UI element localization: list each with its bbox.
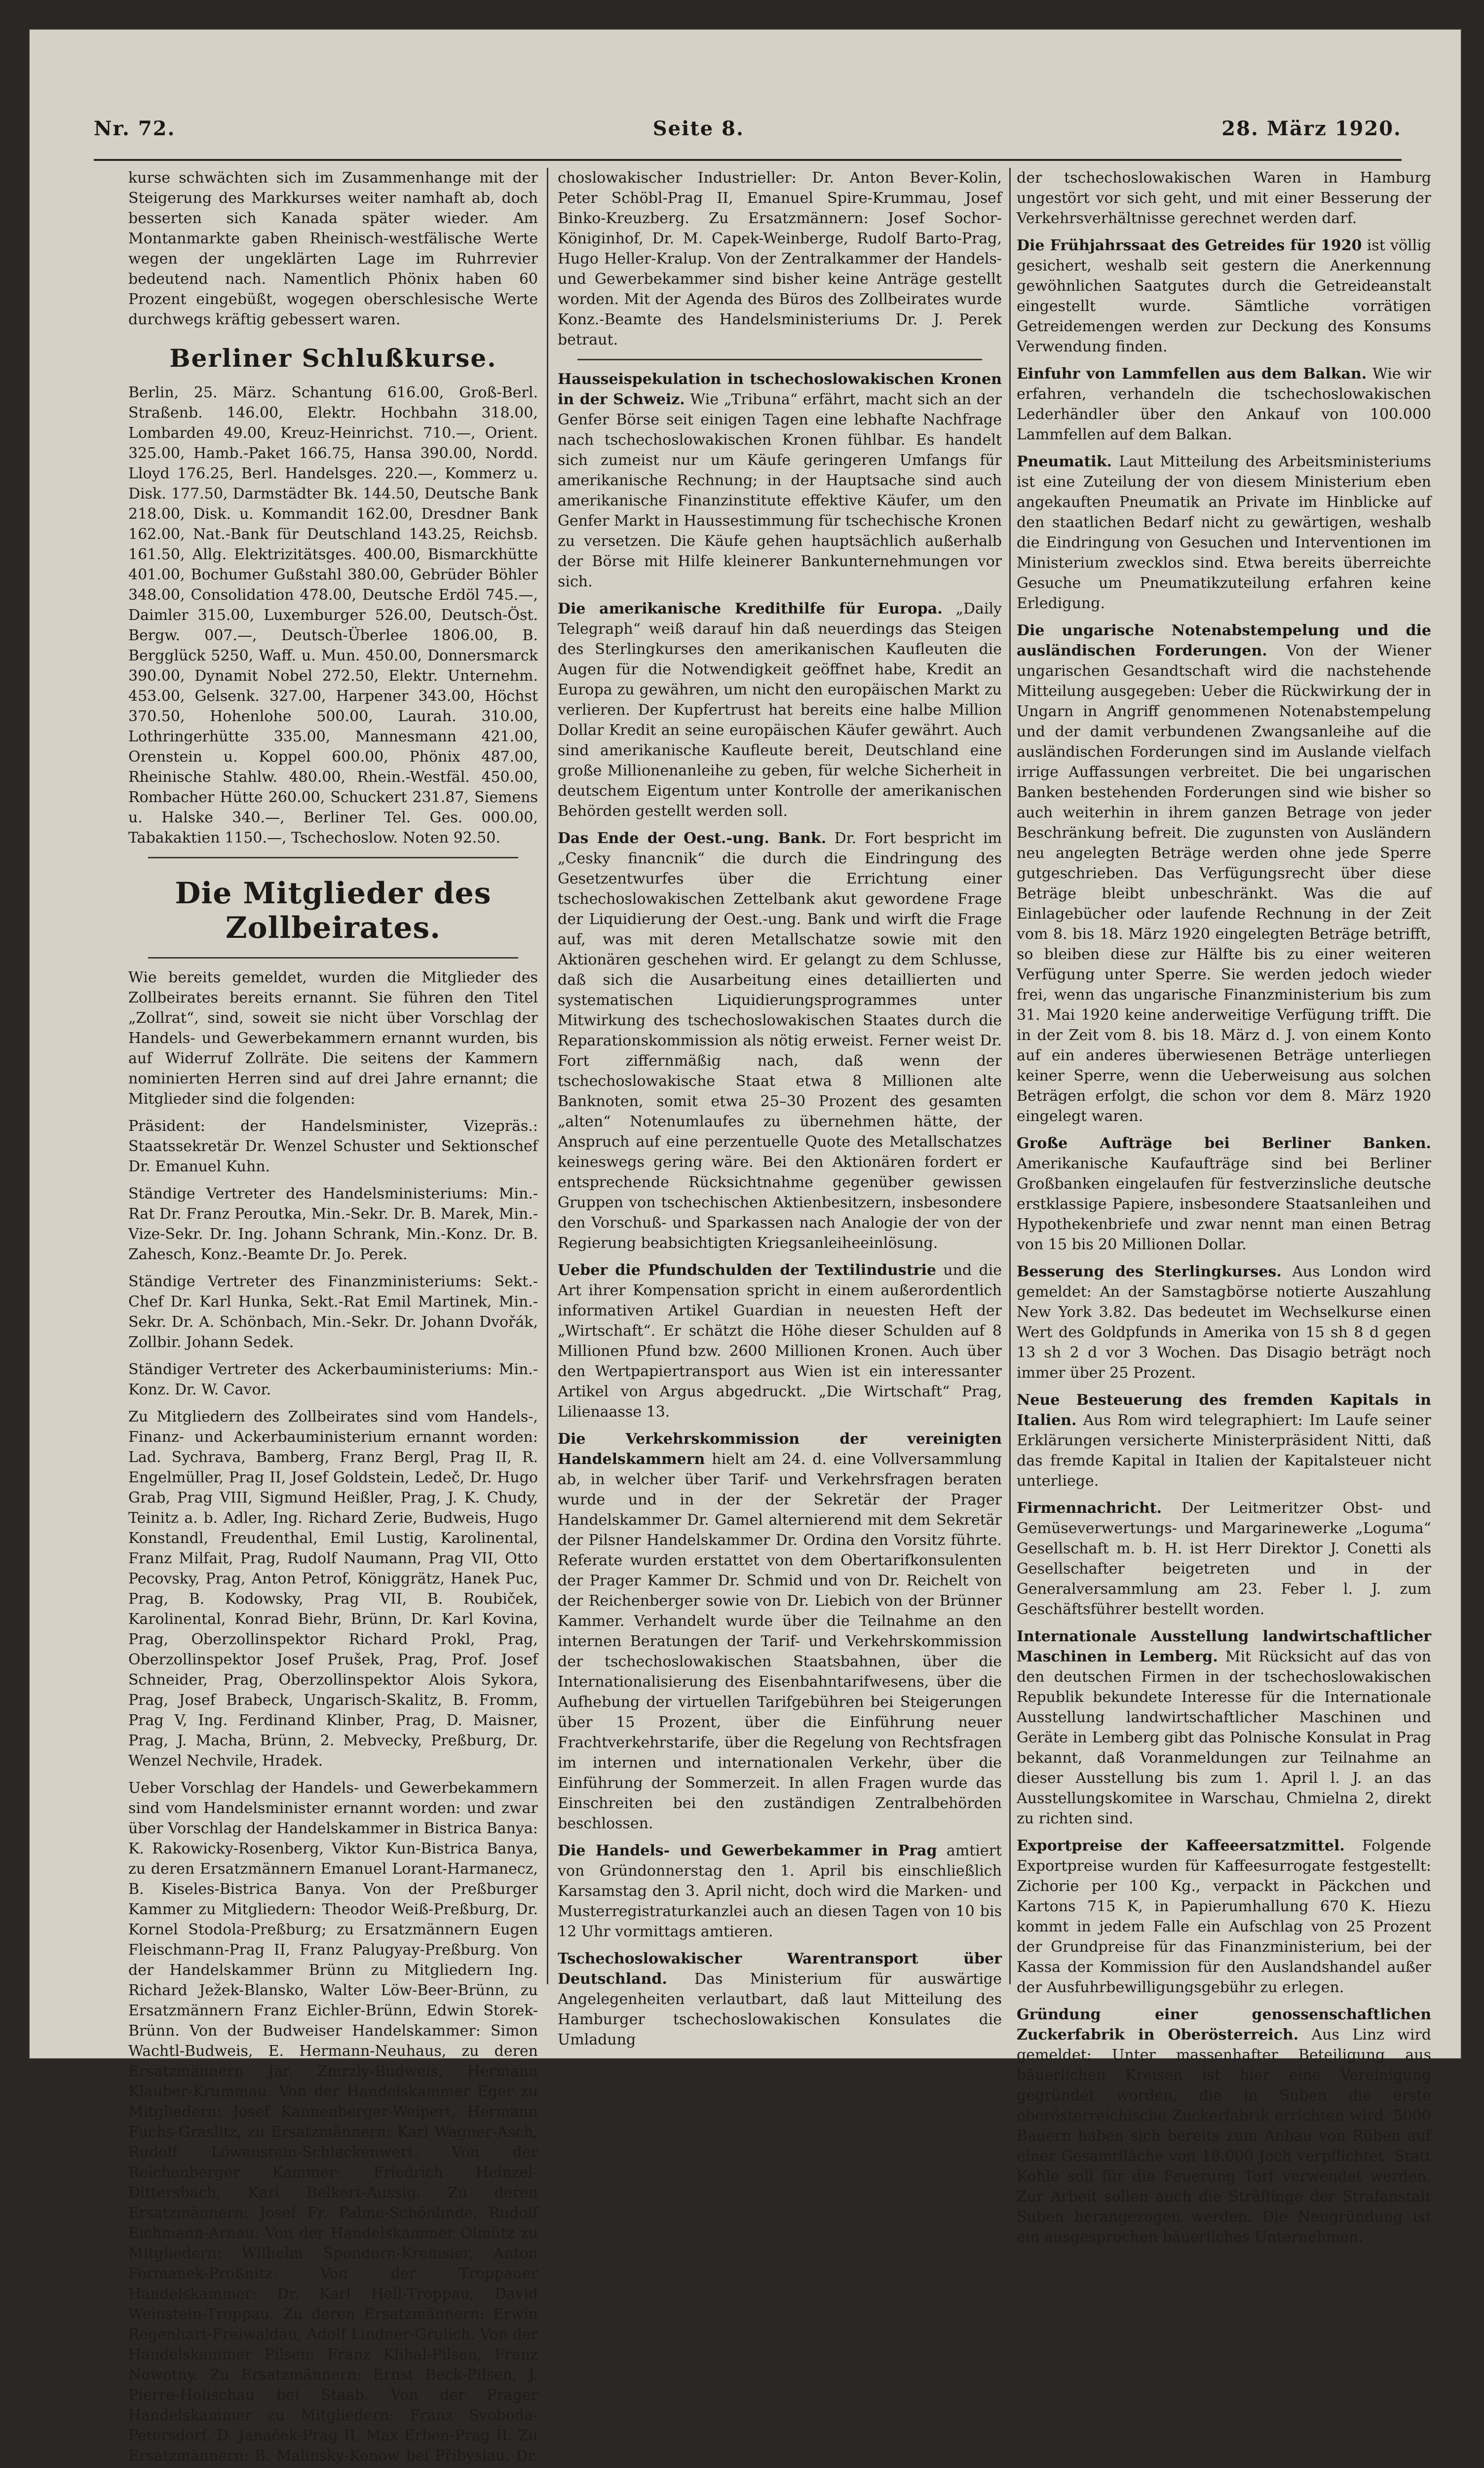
news-item: [1017, 235, 1431, 357]
news-item: [558, 1949, 1002, 2050]
news-item: [1017, 452, 1431, 614]
news-headline: Exportpreise der Kaffeeersatzmittel.: [1017, 1837, 1345, 1854]
news-text: Von der Wiener ungarischen Gesandtschaft wird die nachstehende Mitteilung ausgegeben: Ueber die Rückwirkung der in Ungarn in Angriff genommenen Notenabstempelung und der damit verbundenen Zwangsanleihe auf die ausländischen Forderungen sind im Auslande vielfach irrige Auffassungen verbreitet. Die bei ungarischen Banken bestehenden Forderungen sind wie bisher so auch weiterhin in ihrem ganzen Betrage von jeder Beschränkung befreit. Die zugunsten von Ausländern neu angelegten Beträge werden ohne jede Sperre gutgeschrieben. Das Verfügungsrecht über diese Beträge bleibt unbeschränkt. Was die auf Einlagebücher oder laufende Rechnung in der Zeit vom 8. bis 18. März 1920 eingelegten Beträge betrifft, so bleiben diese zur Hälfte bis zu einer weiteren Verfügung unter Sperre. Sie werden jedoch wieder frei, wenn das ungarische Finanzministerium bis zum 31. Mai 1920 keine anderweitige Verfügung trifft. Die in der Zeit vom 8. bis 18. März d. J. von einem Konto auf ein anderes überwiesenen Beträge unterliegen keiner Sperre, wenn die Ueberweisung aus solchen Beträgen erfolgt, die schon vor dem 8. März 1920 eingelegt waren.: [1017, 642, 1431, 1125]
news-item: [558, 1841, 1002, 1942]
news-headline: Gründung einer genossenschaftlichen Zuckerfabrik in Oberösterreich.: [1017, 2006, 1431, 2044]
article-paragraph: Ständiger Vertreter des Ackerbauministeriums: Min.-Konz. Dr. W. Cavor.: [128, 1361, 538, 1398]
article-paragraph: Ueber Vorschlag der Handels- und Gewerbekammern sind vom Handelsminister ernannt worden: und zwar über Vorschlag der Handelskammer in Bistrica Banya: K. Rakowicky-Rosenberg, Viktor Kun-Bistrica Banya, zu deren Ersatzmännern Emanuel Lorant-Harmanecz, B. Kiseles-Bistrica Banya. Von der Preßburger Kammer zu Mitgliedern: Theodor Weiß-Preßburg, Dr. Kornel Stodola-Preßburg; zu Ersatzmännern Eugen Fleischmann-Prag II, Franz Palugyay-Preßburg. Von der Handelskammer Brünn zu Mitgliedern Ing. Richard Ježek-Blansko, Walter Löw-Beer-Brünn, zu Ersatzmännern Franz Eichler-Brünn, Edwin Storek-Brünn. Von der Budweiser Handelskammer: Simon Wachtl-Budweis, E. Hermann-Neuhaus, zu deren Ersatzmännern Jar. Zmrzly-Budweis, Hermann Klauber-Krummau. Von der Handelskammer Eger zu Mitgliedern: Josef Kannenberger-Weipert, Hermann Fuchs-Graslitz, zu Ersatzmännern: Karl Wagner-Asch, Rudolf Löwenstein-Schlackenwert. Von der Reichenberger Kammer: Friedrich Heinzel-Dittersbach, Karl Belkert-Aussig. Zu deren Ersatzmännern: Josef Fr. Palme-Schönlinde, Rudolf Eichmann-Arnau. Von der Handelskammer Olmütz zu Mitgliedern: Wilhelm Spondorn-Kremsier, Anton Formanek-Proßnitz. Von der Troppauer Handelskammer: Dr. Karl Hell-Troppau, David Weinstein-Troppau. Zu deren Ersatzmännern: Erwin Regenhart-Freiwaldau, Adolf Lindner-Grulich. Von der Handelskammer Pilsen: Franz Klihal-Pilsen, Franz Nowotny. Zu Ersatzmännern: Ernst Beck-Pilsen, J. Pierre-Holischau bei Staab. Von der Prager Handelskammer zu Mitgliedern: Franz Svoboda-Petersdorf, D. Janaček-Prag II, Max Erben-Prag II. Zu Ersatzmännern: B. Malinsky-Konow bei Přibyslau, Dr.: [128, 1779, 538, 2465]
news-item: [1017, 1390, 1431, 1491]
news-item: [558, 369, 1002, 592]
news-text: amtiert von Gründonnerstag den 1. April bis einschließlich Karsamstag den 3. April nicht, doch wird die Marken- und Musterregistraturkanzlei auch an diesen Tagen von 10 bis 12 Uhr vormittags amtieren.: [558, 1842, 1002, 1940]
news-item: [1017, 1133, 1431, 1255]
news-text: hielt am 24. d. eine Vollversammlung ab, in welcher über Tarif- und Verkehrsfragen beraten wurde und in der der Sekretär der Prager Handelskammer Dr. Gamel alternierend mit dem Sekretär der Pilsner Handelskammer Dr. Ordina den Vorsitz führte. Referate wurden erstattet von dem Obertarifkonsulenten der Prager Kammer Dr. Schmid und von Dr. Reichelt von der Reichenberger sowie von Dr. Liebich von der Brünner Kammer. Verhandelt wurde über die Teilnahme an den internen Beratungen der Tarif- und Verkehrskommission der tschechoslowakischen Staatsbahnen, über die Internationalisierung des Eisenbahntarifwesens, über die Aufhebung der virtuellen Tarifgebühren bei Steigerungen über 15 Prozent, über die Einführung neuer Frachtverkehrstarife, über die Regelung von Rechtsfragen im internen und internationalen Verkehr, über die Einführung der Sommerzeit. In allen Fragen wurde das Einschreiten bei den zuständigen Zentralbehörden beschlossen.: [558, 1451, 1002, 1832]
article-paragraph: Wie bereits gemeldet, wurden die Mitglieder des Zollbeirates bereits ernannt. Sie führen den Titel „Zollrat“, sind, soweit sie nicht über Vorschlag der Handels- und Gewerbekammern ernannt wurden, bis auf Widerruf Zollräte. Die seitens der Kammern nominierten Herren sind auf drei Jahre ernannt; die Mitglieder sind die folgenden:: [128, 969, 538, 1108]
news-headline: Die Frühjahrssaat des Getreides für 1920: [1017, 237, 1362, 254]
section-rule: [148, 957, 518, 959]
news-headline: Die amerikanische Kredithilfe für Europa.: [558, 600, 943, 617]
news-item: [1017, 2005, 1431, 2247]
issue-date: 28. März 1920.: [1221, 116, 1402, 140]
news-headline: Neue Besteuerung des fremden Kapitals in Italien.: [1017, 1391, 1431, 1429]
news-headline: Das Ende der Oest.-ung. Bank.: [558, 830, 827, 847]
news-item: [1017, 620, 1431, 1126]
newspaper-page: [30, 30, 1461, 2465]
news-text: Wie wir erfahren, verhandeln die tschechoslowakischen Lederhändler über den Ankauf von 100.000 Lammfellen auf dem Balkan.: [1017, 365, 1431, 443]
news-item: [558, 599, 1002, 821]
news-headline: Die ungarische Notenabstempelung und die ausländischen Forderungen.: [1017, 622, 1431, 659]
news-item: [1017, 364, 1431, 445]
news-headline: Pneumatik.: [1017, 453, 1112, 470]
header-rule: [94, 159, 1402, 161]
news-headline: Einfuhr von Lammfellen aus dem Balkan.: [1017, 365, 1367, 383]
article-paragraph: Ständige Vertreter des Handelsministeriums: Min.-Rat Dr. Franz Peroutka, Min.-Sekr. Dr. B. Marek, Min.-Vize-Sekr. Dr. Ing. Johann Schrank, Min.-Konz. Dr. B. Zahesch, Konz.-Beamte Dr. Jo. Perek.: [128, 1185, 538, 1263]
news-text: Der Leitmeritzer Obst- und Gemüseverwertungs- und Margarinewerke „Loguma“ Gesellschaft m. b. H. ist Herr Direktor J. Conetti als Gesellschafter beigetreten und in der Generalversammlung am 23. Feber l. J. zum Geschäftsführer bestellt worden.: [1017, 1500, 1431, 1618]
news-text: Das Ministerium für auswärtige Angelegenheiten verlautbart, daß laut Mitteilung des Hamburger tschechoslowakischen Konsulates die Umladung: [558, 1970, 1002, 2048]
column-divider: [1009, 168, 1011, 1984]
news-text: Mit Rücksicht auf das von den deutschen Firmen in der tschechoslowakischen Republik bekundete Interesse für die Internationale Ausstellung landwirtschaftlicher Maschinen und Geräte in Lemberg gibt das Polnische Konsulat in Prag bekannt, daß Voranmeldungen zur Teilnahme an dieser Ausstellung bis zum 1. April l. J. an das Ausstellungskomitee in Warschau, Chmielna 2, direkt zu richten sind.: [1017, 1648, 1432, 1827]
news-headline: Die Verkehrskommission der vereinigten Handelskammern: [558, 1430, 1002, 1468]
stock-quotes: Berlin, 25. März. Schantung 616.00, Groß-Berl. Straßenb. 146.00, Elektr. Hochbahn 318.00, Lombarden 49.00, Kreuz-Heinrichst. 710.—, Orient. 325.00, Hamb.-Paket 166.75, Hansa 390.00, Nordd. Lloyd 176.25, Berl. Handelsges. 220.—, Kommerz u. Disk. 177.50, Darmstädter Bk. 144.50, Deutsche Bank 218.00, Disk. u. Kommandit 162.00, Dresdner Bank 162.00, Nat.-Bank für Deutschland 143.25, Reichsb. 161.50, Allg. Elektrizitätsges. 400.00, Bismarckhütte 401.00, Bochumer Gußstahl 380.00, Gebrüder Böhler 348.00, Consolidation 478.00, Deutsche Erdöl 745.—, Daimler 315.00, Luxemburger 526.00, Deutsch-Öst. Bergw. 007.—, Deutsch-Überlee 1806.00, B. Bergglück 5250, Waff. u. Mun. 450.00, Donnersmarck 390.00, Dynamit Nobel 272.50, Elektr. Unternehm. 453.00, Gelsenk. 327.00, Harpener 343.00, Höchst 370.50, Hohenlohe 500.00, Laurah. 310.00, Lothringerhütte 335.00, Mannesmann 421.00, Orenstein u. Koppel 600.00, Phönix 487.00, Rheinische Stahlw. 480.00, Rhein.-Westfäl. 450.00, Rombacher Hütte 260.00, Schuckert 231.87, Siemens u. Halske 340.—, Berliner Tel. Ges. 000.00, Tabakaktien 1150.—, Tschechoslow. Noten 92.50.: [128, 384, 538, 847]
page-header: [94, 109, 1402, 148]
article-paragraph: Präsident: der Handelsminister, Vizepräs.: Staatssekretär Dr. Wenzel Schuster und Sektionschef Dr. Emanuel Kuhn.: [128, 1118, 538, 1175]
news-text: Amerikanische Kaufaufträge sind bei Berliner Großbanken eingelaufen für festverzinsliche deutsche erstklassige Papiere, insbesondere Staatsanleihen und Hypothekenbriefe und zwar nennt man einen Betrag von 15 bis 20 Millionen Dollar.: [1017, 1155, 1431, 1253]
market-report-end: kurse schwächten sich im Zusammenhange mit der Steigerung des Markkurses weiter namhaft ab, doch besserten sich Kanada später wieder. Am Montanmarkte gaben Rheinisch-westfälische Werte wegen der ungeklärten Lage im Ruhrrevier bedeutend nach. Namentlich Phönix haben 60 Prozent eingebüßt, wogegen oberschlesische Werte durchwegs kräftig gebessert waren.: [128, 169, 538, 328]
news-text: und die Art ihrer Kompensation spricht in einem außerordentlich informativen Artikel Guardian in neuesten Heft der „Wirtschaft“. Er schätzt die Höhe dieser Schulden auf 8 Millionen Pfund bzw. 2600 Millionen Kronen. Auch über den Wertpapiertransport aus Wien ist ein interessanter Artikel von Argus abgedruckt. „Die Wirtschaft“ Prag, Lilienaasse 13.: [558, 1262, 1002, 1421]
section-rule: [577, 359, 982, 360]
news-text: „Daily Telegraph“ weiß darauf hin daß neuerdings das Steigen des Sterlingkurses den amerikanischen Kaufleuten die Augen für die Notwendigkeit geöffnet habe, Kredit an Europa zu gewähren, um nicht den europäischen Markt zu verlieren. Der Kupfertrust hat bereits eine halbe Million Dollar Kredit an seine europäischen Käufer gewährt. Auch sind amerikanische Kaufleute bereit, Deutschland eine große Millionenanleihe zu geben, für welche Sicherheit in deutschem Eigentum unter Kontrolle der amerikanischen Behörden gestellt werden soll.: [558, 600, 1002, 820]
news-text: Laut Mitteilung des Arbeitsministeriums ist eine Zuteilung der von diesem Ministerium eben angekauften Pneumatik an Private im Hinblicke auf den staatlichen Bedarf nicht zu gewärtigen, weshalb die Eindringung von Gesuchen und Interventionen im Ministerium zwecklos sind. Etwa bereits überreichte Gesuche um Pneumatikzuteilung erfahren keine Erledigung.: [1017, 453, 1431, 612]
section-rule: [148, 857, 518, 858]
news-item: [1017, 1836, 1431, 1998]
news-item: [558, 828, 1002, 1253]
column-left: [128, 168, 538, 2465]
column-middle: [558, 168, 1002, 2048]
news-headline: Besserung des Sterlingkurses.: [1017, 1263, 1282, 1280]
news-headline: Tschechoslowakischer Warentransport über Deutschland.: [558, 1950, 1002, 1988]
article-paragraph: Ständige Vertreter des Finanzministeriums: Sekt.-Chef Dr. Karl Hunka, Sekt.-Rat Emil Martinek, Min.-Sekr. Dr. A. Schönbach, Min.-Sekr. Dr. Johann Dvořák, Zollbir. Johann Sedek.: [128, 1273, 538, 1351]
page-number: Seite 8.: [652, 116, 744, 140]
news-text: Dr. Fort bespricht im „Cesky financnik“ die durch die Eindringung des Gesetzentwurfes über die Errichtung einer tschechoslowakischen Zettelbank akut gewordene Frage der Liquidierung der Oest.-ung. Bank und wirft die Frage auf, was mit deren Metallschatze sowie mit den Aktionären geschehen wird. Er gelangt zu dem Schlusse, daß sich die Ausarbeitung eines detaillierten und systematischen Liquidierungsprogrammes unter Mitwirkung des tschechoslowakischen Staates durch die Reparationskommission als nötig erweist. Ferner weist Dr. Fort ziffernmäßig nach, daß wenn der tschechoslowakische Staat etwa 8 Millionen alte Banknoten, somit etwa 25–30 Prozent des gesamten „alten“ Notenumlaufes zu übernehmen hätte, der Anspruch auf eine perzentuelle Quote des Metallschatzes keineswegs gering wäre. Bei den Aktionären fordert er entsprechende Rücksichtnahme gegenüber gewissen Gruppen von tschechischen Aktienbesitzern, insbesondere den Vorschuß- und Sparkassen nach Analogie der von der Regierung beabsichtigten Kriegsanleiheeinlösung.: [558, 830, 1002, 1252]
news-text: Aus Linz wird gemeldet: Unter massenhafter Beteiligung aus bäuerlichen Kreisen ist hier eine Vereinigung gegründet worden, die in Suben die erste oberösterreichische Zuckerfabrik errichten wird. 5000 Bauern haben sich bereits zum Anbau von Rüben auf einer Gesamtfläche von 18.000 Joch verpflichtet. Statt Kohle soll für die Feuerung Torf verwendet werden. Zur Arbeit sollen auch die Sträflinge der Strafanstalt Suben herangezogen werden. Die Neugründung ist ein ausgesprochen bäuerliches Unternehmen.: [1017, 2026, 1431, 2246]
issue-number: Nr. 72.: [94, 116, 176, 140]
news-headline: Ueber die Pfundschulden der Textilindustrie: [558, 1262, 936, 1279]
news-item: [1017, 1626, 1431, 1829]
news-headline: Die Handels- und Gewerbekammer in Prag: [558, 1842, 937, 1859]
news-item: [558, 1429, 1002, 1834]
column-right: [1017, 168, 1432, 2246]
news-item: [1017, 1262, 1431, 1383]
news-headline: Firmennachricht.: [1017, 1500, 1162, 1517]
news-text: Aus London wird gemeldet: An der Samstagbörse notierte Auszahlung New York 3.82. Das bedeutet im Wechselkurse einen Wert des Goldpfunds in Amerika von 15 sh 8 d gegen 13 sh 2 d vor 3 Wochen. Das Disagio beträgt noch immer über 25 Prozent.: [1017, 1263, 1431, 1382]
article-continuation: choslowakischer Industrieller: Dr. Anton Bever-Kolin, Peter Schöbl-Prag II, Emanuel Spire-Krummau, Josef Binko-Kreuzberg. Zu Ersatzmännern: Josef Sochor-Königinhof, Dr. M. Capek-Weinberge, Rudolf Barto-Prag, Hugo Heller-Kralup. Von der Zentralkammer der Handels- und Gewerbekammer sind bisher keine Anträge gestellt worden. Mit der Agenda des Büros des Zollbeirates wurde Konz.-Beamte des Handelsministeriums Dr. J. Perek betraut.: [558, 169, 1002, 348]
article-continuation: der tschechoslowakischen Waren in Hamburg ungestört vor sich geht, und mit einer Besserung der Verkehrsverhältnisse gerechnet werden darf.: [1017, 169, 1431, 227]
news-item: [1017, 1498, 1431, 1620]
news-text: ist völlig gesichert, weshalb seit gestern die Anerkennung gewöhnlichen Saatgutes durch die Getreideanstalt eingestellt wurde. Sämtliche vorrätigen Getreidemengen werden zur Deckung des Konsums Verwendung finden.: [1017, 237, 1431, 355]
news-headline: Hausseispekulation in tschechoslowakischen Kronen in der Schweiz.: [558, 371, 1002, 408]
article-paragraph: Zu Mitgliedern des Zollbeirates sind vom Handels-, Finanz- und Ackerbauministerium ernannt worden: Lad. Sychrava, Bamberg, Franz Bergl, Prag II, R. Engelmüller, Prag II, Josef Goldstein, Ledeč, Dr. Hugo Grab, Prag VIII, Sigmund Heißler, Prag, J. K. Chudy, Teinitz a. b. Adler, Ing. Richard Zerie, Budweis, Hugo Konstandl, Freudenthal, Emil Lustig, Karolinental, Franz Milfait, Prag, Rudolf Naumann, Prag VII, Otto Pecovsky, Prag, Anton Petrof, Königgrätz, Hanek Puc, Prag, B. Kodowsky, Prag VII, B. Roubiček, Karolinental, Konrad Biehr, Brünn, Dr. Karl Kovina, Prag, Oberzollinspektor Richard Prokl, Prag, Oberzollinspektor Josef Prušek, Prag, Prof. Josef Schneider, Prag, Oberzollinspektor Alois Sykora, Prag, Josef Brabeck, Ungarisch-Skalitz, B. Fromm, Prag V, Ing. Ferdinand Klinber, Prag, D. Maisner, Prag, J. Macha, Brünn, 2. Mebvecky, Preßburg, Dr. Wenzel Nechvile, Hradek.: [128, 1408, 538, 1770]
article-title-zollbeirat: Die Mitglieder des Zollbeirates.: [175, 876, 492, 945]
column-divider: [547, 168, 548, 1984]
news-text: Wie „Tribuna“ erfährt, macht sich an der Genfer Börse seit einigen Tagen eine lebhafte Nachfrage nach tschechoslowakischen Kronen fühlbar. Es handelt sich zumeist nur um Käufe geringeren Umfangs für amerikanische Rechnung; in der Hauptsache sind auch amerikanische Finanzinstitute effektive Käufer, um den Genfer Markt in Haussestimmung für tschechische Kronen zu versetzen. Die Käufe gehen hauptsächlich außerhalb der Börse mit Hilfe kleinerer Bankunternehmungen vor sich.: [558, 391, 1002, 590]
news-item: [558, 1260, 1002, 1422]
news-text: Aus Rom wird telegraphiert: Im Laufe seiner Erklärungen versicherte Ministerpräsident Nitti, daß das fremde Kapital in Italien der Kapitalsteuer nicht unterliege.: [1017, 1412, 1431, 1490]
news-headline: Große Aufträge bei Berliner Banken.: [1017, 1135, 1431, 1152]
news-text: Folgende Exportpreise wurden für Kaffeesurrogate festgestellt: Zichorie per 100 Kg., verpackt in Päckchen und Kartons 715 K, in Papierumhallung 670 K. Hiezu kommt in jedem Falle ein Aufschlag von 25 Prozent der Grundpreise für das Finanzministerium, bei der Kassa der Kommission für den Auslandshandel außer der Ausfuhrbewilligungsgebühr zu erlegen.: [1017, 1837, 1431, 1996]
section-title-schlusskurse: Berliner Schlußkurse.: [169, 344, 497, 373]
news-headline: Internationale Ausstellung landwirtschaftlicher Maschinen in Lemberg.: [1017, 1628, 1431, 1665]
